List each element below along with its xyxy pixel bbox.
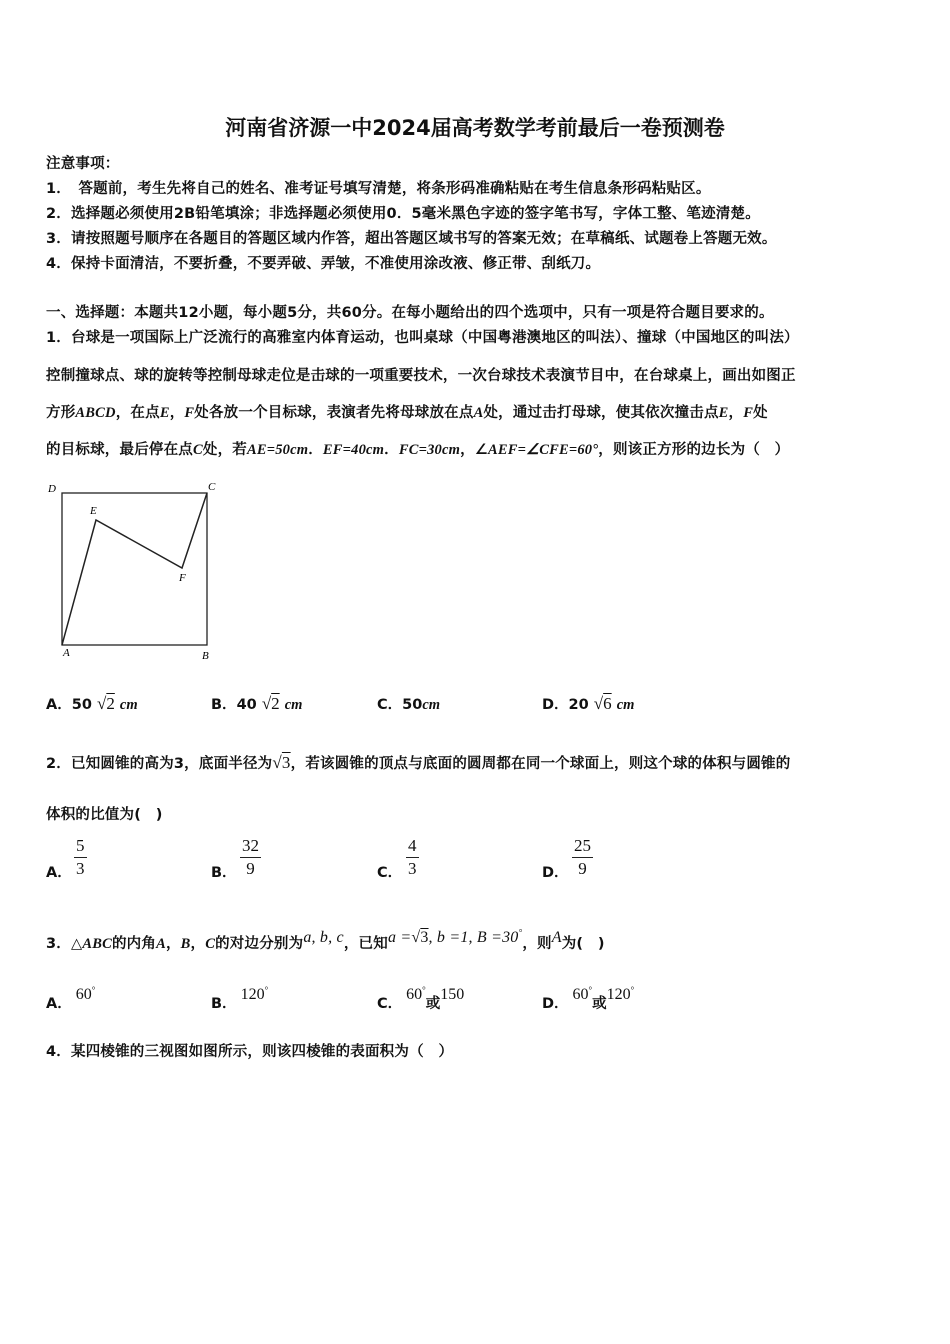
q1-line-2: 控制撞球点、球的旋转等控制母球走位是击球的一项重要技术，一次台球技术表演节目中，在台球桌上，画出如图正 xyxy=(46,368,796,384)
notice-item-1: 1． 答题前，考生先将自己的姓名、准考证号填写清楚，将条形码准确粘贴在考生信息条形码粘贴区。 xyxy=(46,181,711,197)
q4-line: 4．某四棱锥的三视图如图所示，则该四棱锥的表面积为（ ） xyxy=(46,1044,454,1060)
q1-line-4: 的目标球，最后停在点C处，若AE=50cm．EF=40cm．FC=30cm，∠AEF=∠CFE=60°，则该正方形的边长为（ ） xyxy=(46,442,790,458)
q3-option-c[interactable]: C．60°或150 xyxy=(377,985,465,1012)
q2-option-a-letter[interactable]: A． xyxy=(46,865,72,881)
notice-item-2: 2．选择题必须使用2B铅笔填涂；非选择题必须使用0．5毫米黑色字迹的签字笔书写，字体工整、笔迹清楚。 xyxy=(46,206,760,222)
label-e: E xyxy=(90,505,97,517)
q1-option-a[interactable]: A．50 √2 cm xyxy=(46,694,138,713)
label-d: D xyxy=(48,483,56,495)
q2-option-b-letter[interactable]: B． xyxy=(211,865,237,881)
q2-option-b-fraction[interactable]: $\frac{32}{9}$ xyxy=(242,836,259,878)
label-a: A xyxy=(63,647,70,659)
label-f: F xyxy=(179,572,186,584)
q2-option-d-fraction[interactable]: $\frac{25}{9}$ xyxy=(574,836,591,878)
q2-line-2: 体积的比值为( ) xyxy=(46,807,163,823)
q2-line-1: 2．已知圆锥的高为3，底面半径为√3，若该圆锥的顶点与底面的圆周都在同一个球面上，则这个球的体积与圆锥的 xyxy=(46,753,791,772)
q3-option-d[interactable]: D．60°或120° xyxy=(542,985,635,1012)
section-heading: 一、选择题：本题共12小题，每小题5分，共60分。在每小题给出的四个选项中，只有一项是符合题目要求的。 xyxy=(46,305,774,321)
q3-option-b[interactable]: B．120° xyxy=(211,985,269,1012)
square-abcd xyxy=(62,493,207,645)
q1-line-3: 方形ABCD，在点E，F处各放一个目标球，表演者先将母球放在点A处，通过击打母球，使其依次撞击点E，F处 xyxy=(46,405,768,421)
q2-option-a-fraction[interactable]: $\frac{5}{3}$ xyxy=(76,836,85,878)
notice-item-4: 4．保持卡面清洁，不要折叠，不要弄破、弄皱，不准使用涂改液、修正带、刮纸刀。 xyxy=(46,256,601,272)
q3-line: 3．△ABC的内角A，B，C的对边分别为a, b, c，已知a =√3, b =1, B =30°，则A为( ) xyxy=(46,927,605,952)
q1-line-1: 1．台球是一项国际上广泛流行的高雅室内体育运动，也叫桌球（中国粤港澳地区的叫法）、撞球（中国地区的叫法） xyxy=(46,330,799,346)
q2-option-d-letter[interactable]: D． xyxy=(542,865,569,881)
q2-option-c-fraction[interactable]: $\frac{4}{3}$ xyxy=(408,836,417,878)
label-c: C xyxy=(208,481,216,493)
q1-option-d[interactable]: D．20 √6 cm xyxy=(542,694,635,713)
q1-option-b[interactable]: B．40 √2 cm xyxy=(211,694,303,713)
label-b: B xyxy=(202,650,209,662)
q2-option-c-letter[interactable]: C． xyxy=(377,865,403,881)
notice-heading: 注意事项： xyxy=(46,156,120,172)
page-title: 河南省济源一中2024届高考数学考前最后一卷预测卷 xyxy=(225,116,725,140)
notice-item-3: 3．请按照题号顺序在各题目的答题区域内作答，超出答题区域书写的答案无效；在草稿纸、试题卷上答题无效。 xyxy=(46,231,777,247)
q1-square-figure xyxy=(44,478,224,664)
q3-option-a[interactable]: A．60° xyxy=(46,985,96,1012)
ball-path xyxy=(62,493,207,645)
q1-option-c[interactable]: C．50cm xyxy=(377,697,441,713)
